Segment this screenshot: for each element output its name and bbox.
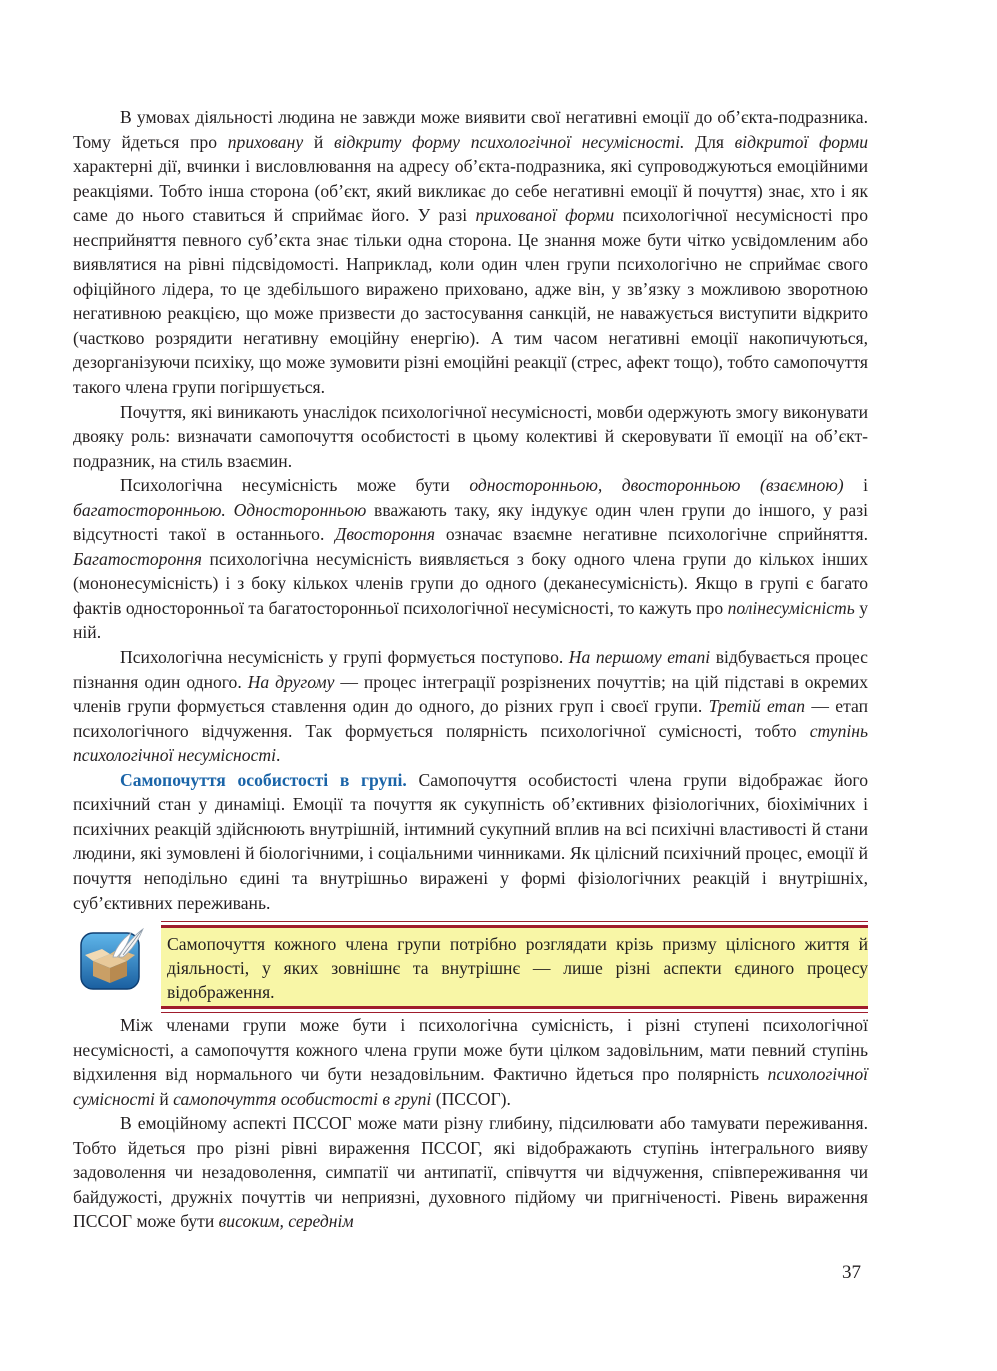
- text: В умовах діяльності людина не завжди може виявити свої негативні емоції до об’єкта-подразника. Тому йдеться про: [73, 107, 868, 152]
- text: В емоційному аспекті ПССОГ може мати різну глибину, підсилювати або тамувати переживання. Тобто йдеться про різні рівні вираження ПССОГ, які відображають ступінь інтегрального вияву задоволення чи незадоволення, симпатії чи антипатії, співчуття чи відчуження, співпереживання чи байдужості, дружніх почуттів чи неприязні, духовного підйому чи пригніченості. Рівень вираження ПССОГ може бути: [73, 1113, 868, 1232]
- text: Почуття, які виникають унаслідок психологічної несумісності, мовби одержують змогу виконувати двояку роль: визначати самопочуття особистості в цьому колективі й скеровувати її емоції на об’єкт-подразник, на стиль взаємин.: [73, 401, 868, 471]
- box-with-feather-pen-icon: [79, 927, 147, 991]
- callout-note: [73, 925, 868, 1001]
- text: відбувається процес пізнання один одного.: [73, 647, 868, 692]
- text: і: [843, 475, 868, 496]
- text: й: [154, 1088, 174, 1109]
- page-body: [73, 105, 868, 1234]
- italic-term: психологічної сумісності: [73, 1064, 868, 1109]
- text: Для: [684, 131, 735, 152]
- italic-term: Багатостороння: [73, 548, 202, 569]
- text: Психологічна несумісність може бути: [120, 475, 470, 496]
- paragraph-feelings-role: [73, 400, 868, 474]
- paragraph-emotional-aspect: [73, 1111, 868, 1234]
- paragraph-polarity: [73, 1013, 868, 1111]
- italic-term: ступінь психологічної несумісності: [73, 720, 868, 766]
- text: й: [303, 131, 334, 152]
- text: Самопочуття особистості члена групи відображає його психічний стан у динаміці. Емоції та почуття як сукупність об’єктивних фізіологічних, біохімічних і психічних реакцій здійснюють внутрішній, інтимний сукупний вплив на всі психічні властивості й стани людини, які зумовлені й біологічними, і соціальними чинниками. Як цілісний психічний процес, емоції й почуття неподільно єдині та внутрішньо виражені у формі фізіологічних реакцій і внутрішніх, суб’єктивних переживань.: [73, 769, 868, 913]
- callout-text: [161, 925, 868, 1009]
- paragraph-incompatibility-types: [73, 473, 868, 645]
- text: психологічної несумісності про несприйняття певного суб’єкта знає тільки одна сторона. Це знання може бути чітко усвідомленим або виявлятися на рівні підсвідомості. Наприклад, коли один член групи психологічно не сприймає свого офіційного лідера, то це здебільшого виражено приховано, адже він, у зв’язку з можливою зворотною негативною реакцією, що може призвести до застосування санкцій, не наважується виступити відкрито (частково розрядити негативну емоційну енергію). А тим часом негативні емоції накопичуються, дезорганізуючи психіку, що може зумовити різні емоційні реакції (стрес, афект тощо), тобто самопочуття такого члена групи погіршується.: [73, 205, 868, 398]
- section-heading: Самопочуття особистості в групі.: [120, 769, 407, 790]
- text: означає взаємне негативне психологічне сприйняття.: [435, 524, 868, 545]
- italic-term: багатосторонньою. Односторонньою: [73, 499, 367, 520]
- text: характерні дії, вчинки і висловлювання на адресу об’єкта-подразника, які супроводжуються емоційними реакціями. Тобто інша сторона (об’єкт, який викликає до себе негативні емоції й почуття) знає, хто і як саме до нього ставиться й сприймає його. У разі: [73, 156, 868, 226]
- paragraph-self-feeling: [73, 768, 868, 915]
- text: Психологічна несумісність у групі формується поступово.: [120, 647, 569, 668]
- text: — етап психологічного відчуження. Так формується полярність психологічної сумісності, тобто: [73, 696, 868, 741]
- italic-term: На першому етапі: [568, 647, 711, 668]
- italic-term: прихованої форми: [475, 205, 615, 226]
- italic-term: На другому: [247, 671, 335, 692]
- page-number: 37: [842, 1262, 861, 1283]
- text: .: [276, 745, 281, 766]
- text: Між членами групи може бути і психологічна сумісність, і різні ступені психологічної несумісності, а самопочуття кожного члена групи може бути цілком задовільним, мати певний ступінь відхилення від нормального чи бути незадовільним. Фактично йдеться про полярність: [73, 1015, 868, 1085]
- italic-term: Третій етап: [708, 696, 806, 717]
- italic-term: полінесумісність: [727, 597, 855, 618]
- text: у ній.: [73, 597, 869, 643]
- italic-term: відкритої форми: [734, 131, 868, 152]
- callout-text-content: Самопочуття кожного члена групи потрібно розглядати крізь призму цілісного життя й діяльності, у яких зовнішнє та внутрішнє — лише різні аспекти єдиного процесу відображення.: [167, 934, 868, 1003]
- italic-term: самопочуття особистості в групі: [173, 1088, 432, 1109]
- italic-term: приховану: [227, 131, 304, 152]
- paragraph-formation-stages: [73, 645, 868, 768]
- italic-term: відкриту форму психологічної несумісності.: [333, 131, 685, 152]
- italic-term: Двостороння: [335, 524, 436, 545]
- italic-term: високим, середнім: [218, 1211, 354, 1232]
- italic-term: односторонньою, двосторонньою (взаємною): [469, 475, 844, 496]
- paragraph-incompatibility-forms: [73, 105, 868, 400]
- text: — процес інтеграції розрізнених почуттів; на цій підставі в окремих членів групи формується ставлення один до одного, до різних груп і своєї групи.: [73, 671, 868, 717]
- text: психологічна несумісність виявляється з боку одного члена групи до кількох інших (мононесумісність) і з боку кількох членів групи до одного (деканесумісність). Якщо в групі є багато фактів односторонньої та багатосторонньої психологічної несумісності, то кажуть про: [73, 548, 868, 618]
- text: (ПССОГ).: [431, 1088, 511, 1109]
- text: вважають таку, яку індукує один член групи до іншого, у разі відсутності такої в останнього.: [73, 499, 868, 545]
